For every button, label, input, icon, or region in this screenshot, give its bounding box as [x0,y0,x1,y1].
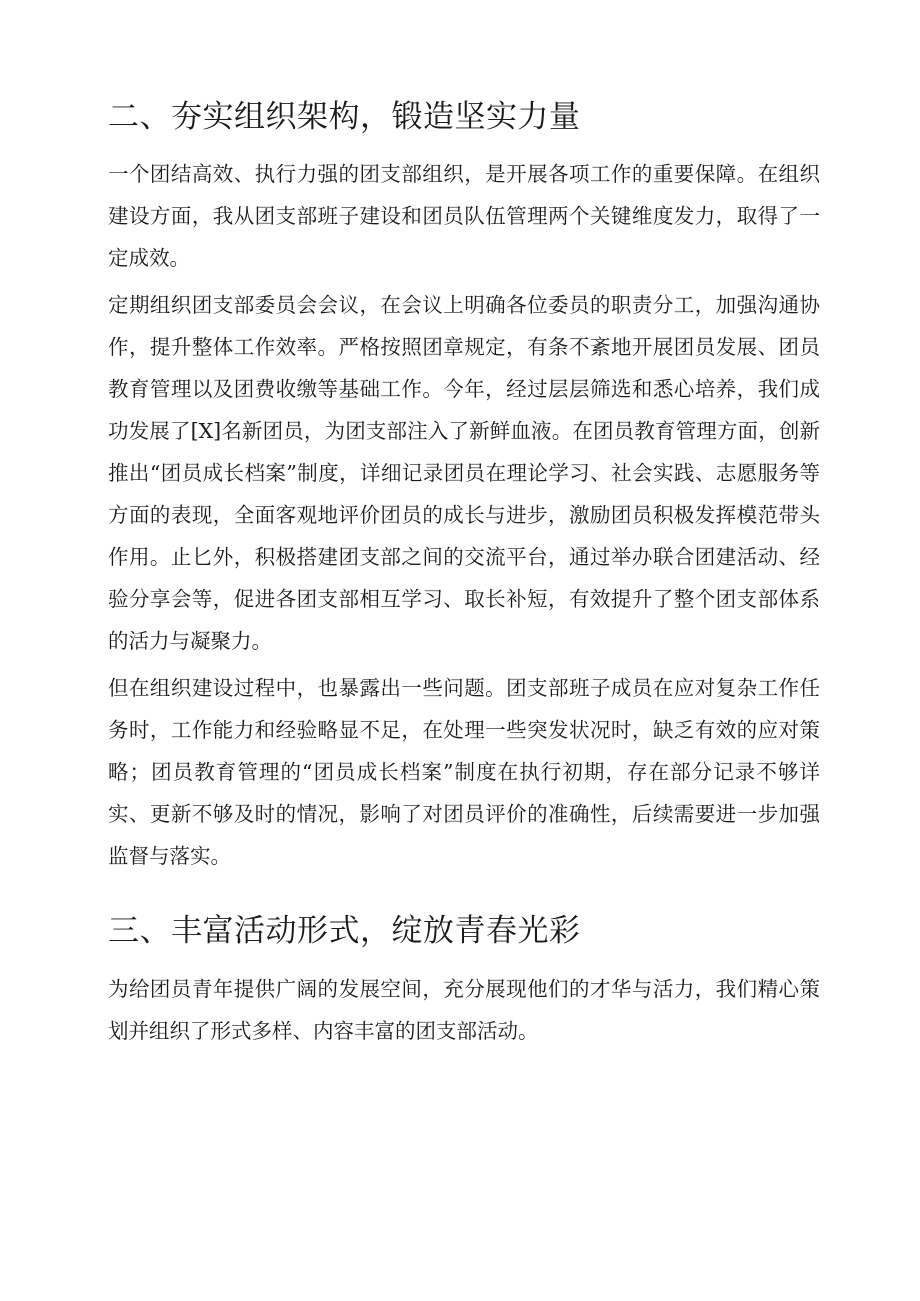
section-heading: 二、夯实组织架构，锻造坚实力量 [108,99,581,135]
paragraph: 但在组织建设过程中，也暴露出一些问题。团支部班子成员在应对复杂工作任务时，工作能力和经验略显不足，在处理一些突发状况时，缺乏有效的应对策略；团员教育管理的“团员成长档案”制度在执行初期，存在部分记录不够详实、更新不够及时的情况，影响了对团员评价的准确性，后续需要进一步加强监督与落实。 [108,676,820,868]
paragraph: 一个团结高效、执行力强的团支部组织，是开展各项工作的重要保障。在组织建设方面，我从团支部班子建设和团员队伍管理两个关键维度发力，取得了一定成效。 [108,162,820,270]
section-heading: 三、丰富活动形式，绽放青春光彩 [108,913,581,949]
paragraph: 定期组织团支部委员会会议，在会议上明确各位委员的职责分工，加强沟通协作，提升整体工作效率。严格按照团章规定，有条不紊地开展团员发展、团员教育管理以及团费收缴等基础工作。今年，经过层层筛选和悉心培养，我们成功发展了[X]名新团员，为团支部注入了新鲜血液。在团员教育管理方面，创新推出“团员成长档案”制度，详细记录团员在理论学习、社会实践、志愿服务等方面的表现，全面客观地评价团员的成长与进步，激励团员积极发挥模范带头作用。止匕外，积极搭建团支部之间的交流平台，通过举办联合团建活动、经验分享会等，促进各团支部相互学习、取长补短，有效提升了整个团支部体系的活力与凝聚力。 [108,293,820,653]
paragraph: 为给团员青年提供广阔的发展空间，充分展现他们的才华与活力，我们精心策划并组织了形式多样、内容丰富的团支部活动。 [108,977,820,1043]
